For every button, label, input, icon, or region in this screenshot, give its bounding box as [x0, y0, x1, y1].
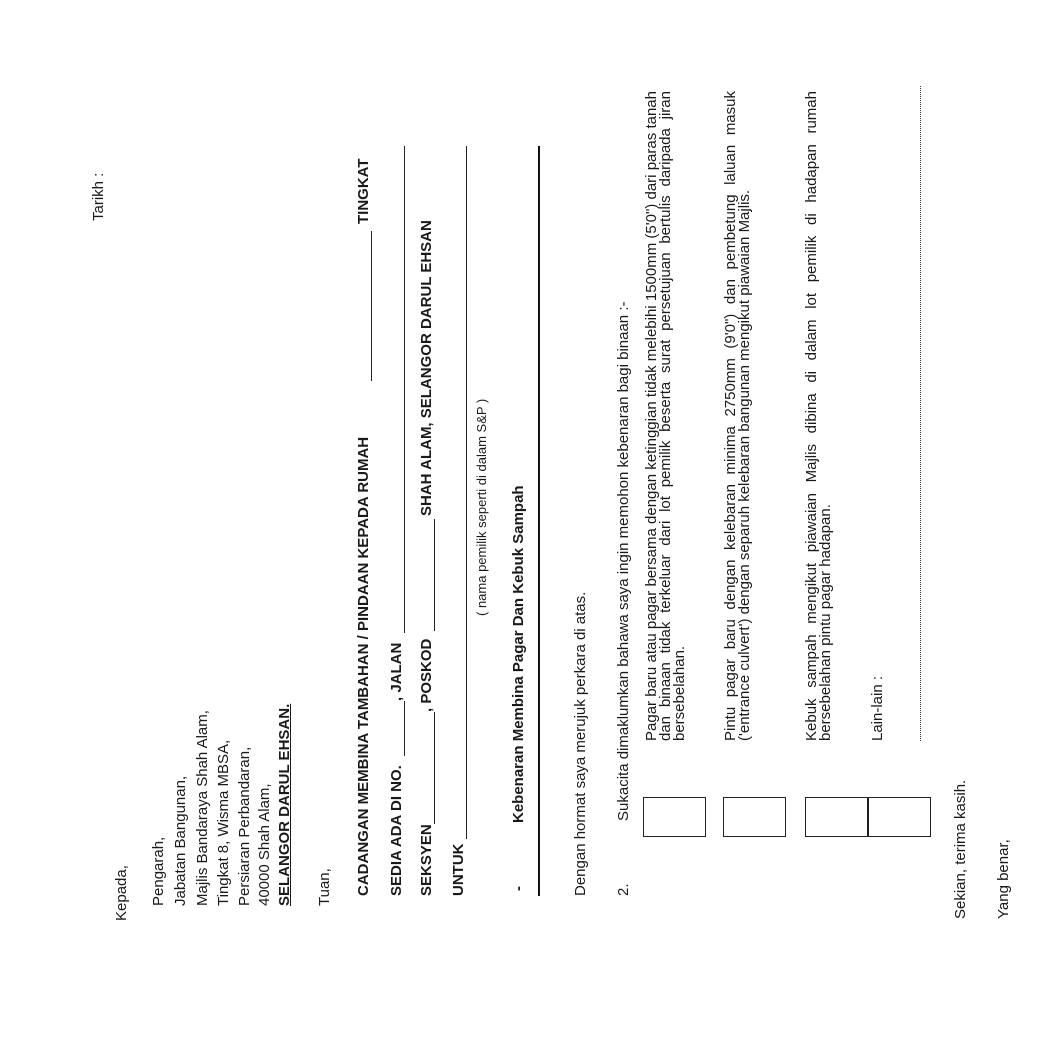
permit-title: Kebenaran Membina Pagar Dan Kebuk Sampah: [510, 485, 527, 823]
item-3-text: Kebuk sampah mengikut piawaian Majlis dibina di dalam lot pemilik di hadapan rumah bersebelahan pintu pagar hadapan.: [803, 91, 834, 741]
item-4-checkbox[interactable]: [868, 797, 931, 837]
address-line: Majlis Bandaraya Shah Alam,: [194, 710, 211, 906]
subject-floors-label: TINGKAT: [355, 158, 372, 224]
subject-poskod-label: , POSKOD: [418, 638, 435, 712]
address-line: Pengarah,: [150, 836, 167, 906]
section-blank[interactable]: [434, 712, 435, 824]
greeting: Tuan,: [316, 868, 333, 906]
subject-jalan-label: , JALAN: [388, 642, 405, 701]
item-1-checkbox[interactable]: [643, 797, 706, 837]
subject-line4-prefix: UNTUK: [450, 843, 467, 896]
paragraph-2-text: Sukacita dimaklumkan bahawa saya ingin memohon kebenaran bagi binaan :-: [615, 301, 632, 821]
item-3-checkbox[interactable]: [805, 797, 868, 837]
address-line: Jabatan Bangunan,: [172, 775, 189, 906]
item-2-checkbox[interactable]: [723, 797, 786, 837]
subject-line2-prefix: SEDIA ADA DI NO.: [388, 765, 405, 896]
floors-blank[interactable]: [371, 231, 372, 381]
subject-line3-prefix: SEKSYEN: [418, 824, 435, 896]
address-state: SELANGOR DARUL EHSAN.: [276, 703, 293, 906]
item-4-text: Lain-lain :: [869, 675, 886, 741]
divider-line: [538, 146, 540, 896]
postcode-blank[interactable]: [434, 519, 435, 631]
closing: Sekian, terima kasih.: [952, 779, 969, 919]
paragraph-2-number: 2.: [615, 883, 632, 896]
recipient-heading: Kepada,: [113, 865, 130, 921]
address-line: Persiaran Perbandaran,: [236, 746, 253, 906]
address-line: Tingkat 8, Wisma MBSA,: [215, 739, 232, 906]
address-line: 40000 Shah Alam,: [256, 783, 273, 906]
owner-note: ( nama pemilik seperti di dalam S&P ): [474, 398, 489, 616]
signoff: Yang benar,: [995, 839, 1012, 919]
item-2-text: Pintu pagar baru dengan kelebaran minima 2750mm (9'0") dan pembetung laluan masuk ('entrance culvert') dengan separuh kelebaran bangunan mengikut piawaian Majlis.: [722, 91, 753, 741]
date-label: Tarikh :: [90, 172, 107, 221]
subject-city-state: SHAH ALAM, SELANGOR DARUL EHSAN: [418, 220, 435, 516]
paragraph-1: Dengan hormat saya merujuk perkara di atas.: [572, 591, 589, 896]
house-number-blank[interactable]: [404, 701, 405, 756]
owner-name-blank[interactable]: [466, 146, 467, 839]
subject-line1: CADANGAN MEMBINA TAMBAHAN / PINDAAN KEPADA RUMAH: [355, 436, 372, 896]
item-1-text: Pagar baru atau pagar bersama dengan ketinggian tidak melebihi 1500mm (5'0") dari paras tanah dan binaan tidak terkeluar dari lot pemilik beserta surat persetujuan bertulis daripada jiran bersebelahan.: [643, 91, 688, 741]
other-dotted-line[interactable]: [920, 86, 921, 741]
permit-bullet: -: [510, 886, 527, 891]
street-blank[interactable]: [404, 146, 405, 633]
